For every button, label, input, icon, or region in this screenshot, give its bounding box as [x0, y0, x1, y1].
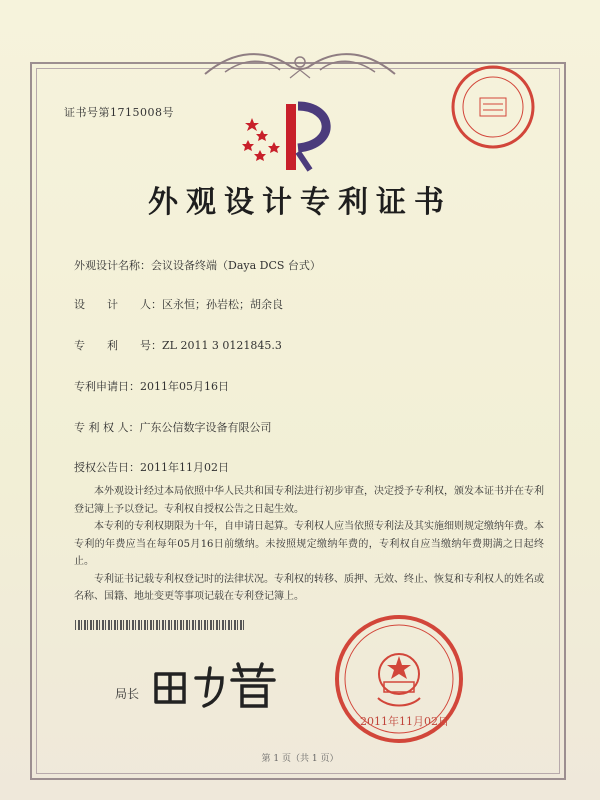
- field-label: 外观设计名称：: [74, 259, 151, 272]
- field-value: ZL 2011 3 0121845.3: [162, 339, 282, 352]
- body-paragraph: 专利证书记载专利权登记时的法律状况。专利权的转移、质押、无效、终止、恢复和专利权人的姓名或名称、国籍、地址变更等事项记载在专利登记簿上。: [74, 573, 544, 602]
- field-value: 区永恒；孙岩松；胡余良: [162, 298, 283, 311]
- patentee-field: [74, 419, 272, 435]
- director-signature-icon: [150, 660, 280, 710]
- certificate-title: 外观设计专利证书: [148, 185, 452, 220]
- designer-field: [74, 296, 283, 312]
- grant-date-field: [74, 459, 229, 475]
- page-number: 第 1 页（共 1 页）: [261, 754, 339, 764]
- field-value: 2011年05月16日: [140, 380, 229, 393]
- body-paragraph: 本专利的专利权期限为十年，自申请日起算。专利权人应当依照专利法及其实施细则规定缴纳年费。本专利的年费应当在每年05月16日前缴纳。未按照规定缴纳年费的，专利权自应当缴纳年费期满之日起终止。: [74, 521, 544, 567]
- seal-date: 2011年11月02日: [360, 715, 449, 728]
- ornament-icon: [195, 44, 405, 84]
- field-value: 2011年11月02日: [140, 461, 229, 474]
- certificate-body: [74, 483, 544, 606]
- design-name-field: [74, 257, 321, 273]
- field-label: 授权公告日：: [74, 461, 140, 474]
- barcode-icon: [75, 620, 245, 630]
- field-label: 专利申请日：: [74, 380, 140, 393]
- patent-office-logo-icon: [238, 96, 348, 176]
- certificate-number: 证书号第1715008号: [64, 106, 174, 119]
- field-value: 广东公信数字设备有限公司: [139, 421, 272, 434]
- field-label: 专 利 权 人：: [74, 421, 140, 434]
- field-value: 会议设备终端（Daya DCS 台式）: [151, 259, 321, 272]
- patent-number-field: [74, 337, 282, 353]
- director-label: 局长: [115, 687, 140, 701]
- application-date-field: [74, 378, 229, 394]
- field-label: 专 利 号：: [74, 339, 162, 352]
- official-seal-top-icon: [450, 64, 536, 150]
- body-paragraph: 本外观设计经过本局依照中华人民共和国专利法进行初步审查，决定授予专利权，颁发本证书并在专利登记簿上予以登记。专利权自授权公告之日起生效。: [74, 486, 544, 515]
- field-label: 设 计 人：: [74, 298, 162, 311]
